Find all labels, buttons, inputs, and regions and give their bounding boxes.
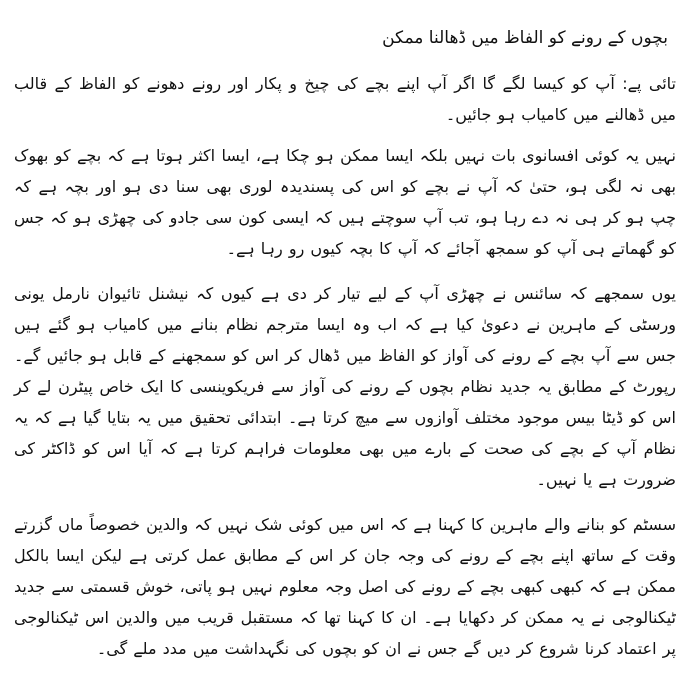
article-paragraph-2: نہیں یہ کوئی افسانوی بات نہیں بلکہ ایسا ممکن ہو چکا ہے، ایسا اکثر ہوتا ہے کہ بچے کو بھوک بھی نہ لگی ہو، حتیٰ کہ آپ نے بچے کو اس کی پسندیدہ لوری بھی سنا دی ہو اور بچہ ہے کہ چپ ہو کر ہی نہ دے رہا ہو، تب آپ سوچتے ہیں کہ ایسی کون سی جادو کی چھڑی ہو کہ جس کو گھماتے ہی آپ کو سمجھ آجائے کہ آپ کا بچہ کیوں رو رہا ہے۔: [14, 146, 676, 258]
article-title: بچوں کے رونے کو الفاظ میں ڈھالنا ممکن: [382, 28, 668, 48]
article-paragraph-1: تائی پے: آپ کو کیسا لگے گا اگر آپ اپنے بچے کی چیخ و پکار اور رونے دھونے کو الفاظ کے قالب میں ڈھالنے میں کامیاب ہو جائیں۔: [14, 74, 676, 124]
article-paragraph-3: یوں سمجھے کہ سائنس نے چھڑی آپ کے لیے تیار کر دی ہے کیوں کہ نیشنل تائیوان نارمل یونی ورسٹی کے ماہرین نے دعویٰ کیا ہے کہ اب وہ ایسا مترجم نظام بنانے میں کامیاب ہو گئے ہیں جس سے آپ بچے کے رونے کی آواز کو الفاظ میں ڈھال کر اس کو سمجھنے کے قابل ہو جائیں گے۔ رپورٹ کے مطابق یہ جدید نظام بچوں کے رونے کی آواز سے فریکوینسی کا ایک خاص پیٹرن لے کر اس کو ڈیٹا بیس موجود مختلف آوازوں سے میچ کرتا ہے۔ ابتدائی تحقیق میں یہ بتایا گیا ہے کہ یہ نظام آپ کے بچے کی صحت کے بارے میں بھی معلومات فراہم کرتا ہے کہ آیا اس کو ڈاکٹر کی ضرورت ہے یا نہیں۔: [14, 284, 676, 489]
article-paragraph-4: سسٹم کو بنانے والے ماہرین کا کہنا ہے کہ اس میں کوئی شک نہیں کہ والدین خصوصاً ماں گزرتے وقت کے ساتھ اپنے بچے کے رونے کی وجہ جان کر اس کے مطابق عمل کرتی ہے لیکن ایسا بالکل ممکن ہے کہ کبھی کبھی بچے کے رونے کی اصل وجہ معلوم نہیں ہو پاتی، خوش قسمتی سے جدید ٹیکنالوجی نے یہ ممکن کر دکھایا ہے۔ ان کا کہنا تھا کہ مستقبل قریب میں والدین اس ٹیکنالوجی پر اعتماد کرنا شروع کر دیں گے جس نے ان کو بچوں کی نگہداشت میں مدد ملے گی۔: [14, 515, 676, 658]
